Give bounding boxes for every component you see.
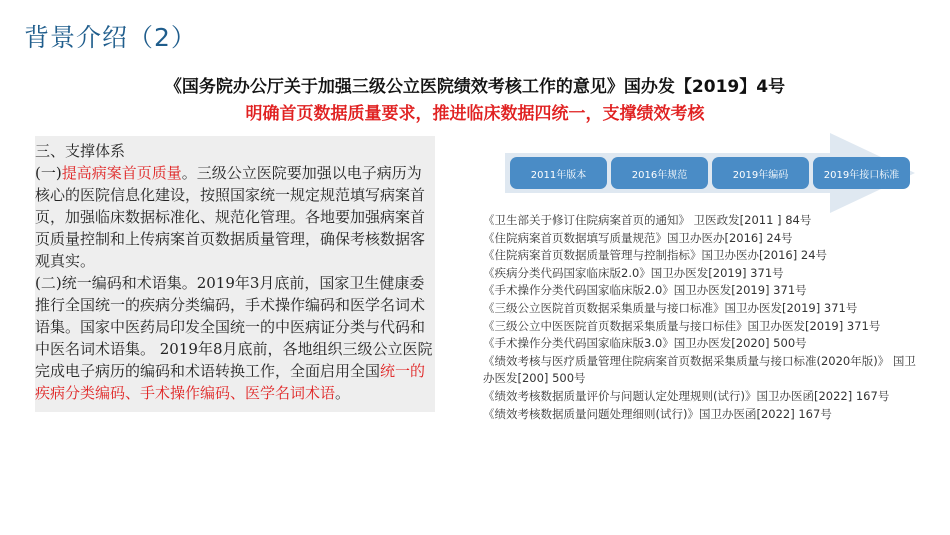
paragraph-coding-text: (二)统一编码和术语集。2019年3月底前，国家卫生健康委推行全国统一的疾病分类编码，手术操作编码和医学名词术语集。国家中医药局印发全国统一的中医病证分类与代码和中医名词术语集。 2019年8月底前，各地组织三级公立医院完成电子病历的编码和术语转换工作，全面启用全国 [35, 274, 433, 380]
timeline-item-2019-interface: 2019年接口标准 [813, 157, 910, 189]
paragraph-coding-suffix: 。 [335, 384, 351, 402]
reference-list [483, 212, 923, 423]
reference-item: 《住院病案首页数据填写质量规范》国卫办医办[2016] 24号 [483, 230, 793, 245]
paragraph-quality-highlight: 提高病案首页质量 [61, 164, 182, 182]
paragraph-quality-text: 。三级公立医院要加强以电子病历为核心的医院信息化建设，按照国家统一规定规范填写病案首页，加强临床数据标准化、规范化管理。各地要加强病案首页质量控制和上传病案首页数据质量管理，确保考核数据客观真实。 [35, 164, 426, 270]
reference-item: 《手术操作分类代码国家临床版3.0》国卫办医发[2020] 500号 [483, 336, 807, 351]
reference-item: 《三级公立中医医院首页数据采集质量与接口标佳》国卫办医发[2019] 371号 [483, 318, 881, 333]
reference-item: 《绩效考核数据质量评价与问题认定处理规则(试行)》国卫办医函[2022] 167号 [483, 388, 890, 403]
paragraph-coding [35, 272, 435, 404]
timeline-item-2019-coding: 2019年编码 [712, 157, 809, 189]
document-title: 《国务院办公厅关于加强三级公立医院绩效考核工作的意见》国办发【2019】4号 [164, 77, 786, 97]
standards-timeline [505, 133, 915, 215]
reference-item: 《三级公立医院首页数据采集质量与接口标准》国卫办医发[2019] 371号 [483, 300, 858, 315]
reference-item: 《住院病案首页数据质量管理与控制指标》国卫办医办[2016] 24号 [483, 248, 828, 263]
section-heading: 三、支撑体系 [35, 142, 126, 160]
support-system-panel [35, 136, 435, 412]
timeline-item-2011: 2011年版本 [510, 157, 607, 189]
reference-item: 《绩效考核数据质量问题处理细则(试行)》国卫办医函[2022] 167号 [483, 406, 832, 421]
paragraph-coding-highlight: 统一的疾病分类编码、手术操作编码、医学名词术语 [35, 362, 426, 402]
paragraph-quality [35, 162, 435, 272]
paragraph-quality-prefix: (一) [35, 164, 62, 182]
slide-title: 背景介绍（2） [24, 23, 197, 52]
reference-item: 《卫生部关于修订住院病案首页的通知》 卫医政发[2011 ] 84号 [483, 213, 812, 227]
reference-item: 《绩效考核与医疗质量管理住院病案首页数据采集质量与接口标准(2020年版)》 国卫办医发[200] 500号 [483, 353, 916, 386]
document-subtitle: 明确首页数据质量要求，推进临床数据四统一，支撑绩效考核 [245, 104, 705, 124]
reference-item: 《疾病分类代码国家临床版2.0》国卫办医发[2019] 371号 [483, 265, 784, 280]
reference-item: 《手术操作分类代码国家临床版2.0》国卫办医发[2019] 371号 [483, 283, 807, 298]
timeline-item-2016: 2016年规范 [611, 157, 708, 189]
